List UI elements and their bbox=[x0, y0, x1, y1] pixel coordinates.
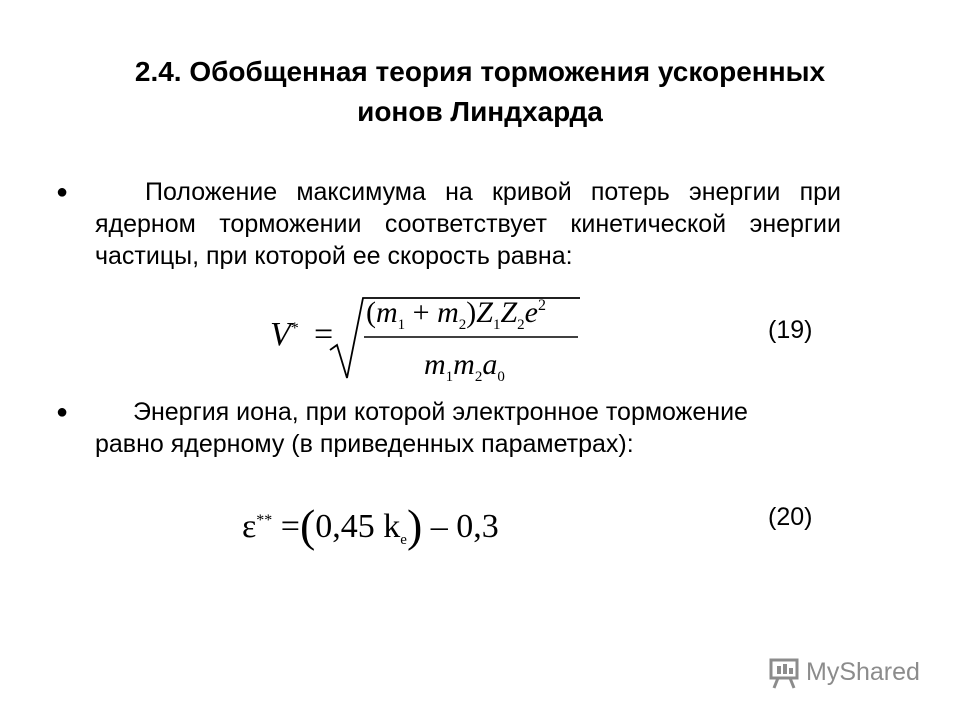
bullet-2-dot: ● bbox=[56, 401, 69, 423]
bullet-1-text: Положение максимума на кривой потерь энергии при ядерном торможении соответствует кинетической энергии частицы, при которой ее скорость равна: bbox=[95, 178, 841, 270]
bullet-1-dot: ● bbox=[56, 181, 69, 203]
eq20-number: (20) bbox=[768, 503, 813, 531]
watermark-logo bbox=[768, 656, 928, 692]
eq20-formula: ε** =(0,45 $k_e) - 0,3$ bbox=[242, 500, 499, 551]
watermark-text: MyShared bbox=[806, 658, 920, 686]
presentation-board-icon bbox=[768, 656, 802, 690]
eq19-number: (19) bbox=[768, 316, 813, 344]
eq19-numerator: $(m_1 + m_2)Z_1Z_2e^2$ bbox=[366, 296, 546, 333]
bullet-2-text: Энергия иона, при которой электронное торможение равно ядерному (в приведенных параметрах): bbox=[95, 398, 748, 458]
title-line-1: 2.4. Обобщенная теория торможения ускоренных bbox=[134, 56, 826, 87]
title-line-2: ионов Линдхарда bbox=[357, 96, 603, 127]
eq19-equals: = bbox=[314, 316, 334, 353]
eq19-lhs: V* bbox=[270, 316, 299, 353]
eq19-denominator: $m_1m_2a_0$ bbox=[424, 348, 505, 385]
